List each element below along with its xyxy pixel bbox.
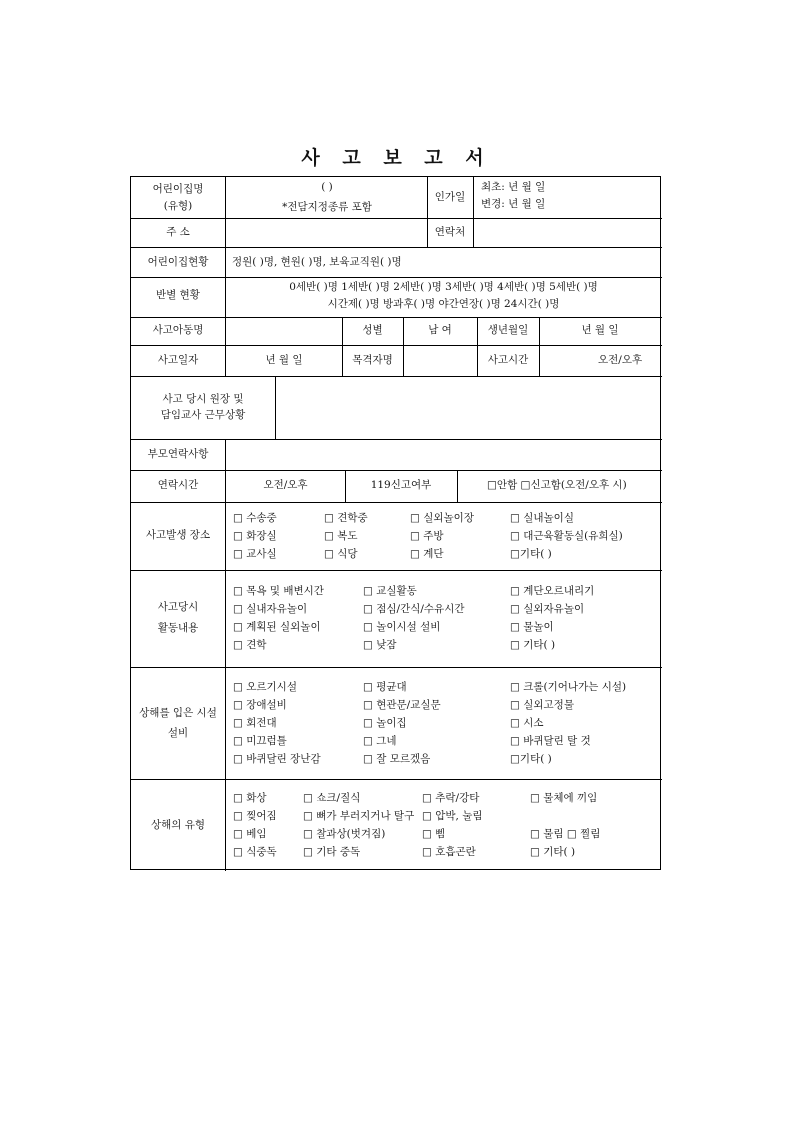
facility-section-label-line-2: 설비 — [167, 727, 189, 739]
center-status-value: 정원( )명, 현원( )명, 보육교직원( )명 — [232, 256, 402, 268]
facility-option[interactable]: □ 오르기시설 — [233, 681, 297, 693]
facility-option[interactable]: □ 바퀴달린 탈 것 — [510, 735, 591, 747]
center-status-label: 어린이집현황 — [147, 256, 209, 268]
birth-value: 년 월 일 — [581, 324, 619, 336]
accident-date-value: 년 월 일 — [265, 354, 303, 366]
facility-option[interactable]: □ 장애설비 — [233, 699, 287, 711]
injury-option[interactable]: □ 쇼크/질식 — [303, 792, 361, 804]
activity-option[interactable]: □ 계획된 실외놀이 — [233, 621, 321, 633]
injury-option[interactable]: □ 기타 중독 — [303, 846, 361, 858]
class-status-label: 반별 현황 — [156, 289, 200, 301]
facility-option[interactable]: □ 시소 — [510, 717, 544, 729]
injury-option[interactable]: □ 삠 — [422, 828, 446, 840]
place-option[interactable]: □ 대근육활동실(유희실) — [510, 530, 623, 542]
place-option[interactable]: □ 계단 — [410, 548, 444, 560]
activity-option[interactable]: □ 놀이시설 설비 — [363, 621, 441, 633]
injury-option[interactable]: □ 식중독 — [233, 846, 277, 858]
place-option[interactable]: □ 수송중 — [233, 512, 277, 524]
activity-option[interactable]: □ 물놀이 — [510, 621, 554, 633]
activity-option[interactable]: □ 목욕 및 배변시간 — [233, 585, 324, 597]
injury-option[interactable]: □ 물체에 끼임 — [530, 792, 598, 804]
injury-option[interactable]: □ 추락/강타 — [422, 792, 480, 804]
license-date-label: 인가일 — [434, 191, 466, 203]
place-option[interactable]: □ 주방 — [410, 530, 444, 542]
activity-option[interactable]: □ 점심/간식/수유시간 — [363, 603, 465, 615]
activity-option[interactable]: □ 기타( ) — [510, 639, 556, 651]
accident-time-label: 사고시간 — [487, 354, 529, 366]
center-type-label: (유형) — [163, 200, 193, 212]
injury-option[interactable]: □ 호흡곤란 — [422, 846, 476, 858]
accident-time-value: 오전/오후 — [598, 354, 643, 366]
place-option[interactable]: □ 식당 — [324, 548, 358, 560]
place-option[interactable]: □ 교사실 — [233, 548, 277, 560]
child-name-label: 사고아동명 — [152, 324, 204, 336]
facility-option[interactable]: □ 놀이집 — [363, 717, 407, 729]
place-option[interactable]: □ 실외놀이장 — [410, 512, 474, 524]
injury-option[interactable]: □ 화상 — [233, 792, 267, 804]
license-changed-date: 변경: 년 월 일 — [481, 198, 546, 210]
activity-option[interactable]: □ 낮잠 — [363, 639, 397, 651]
place-option[interactable]: □기타( ) — [510, 548, 552, 560]
report119-options[interactable]: □안함 □신고함(오전/오후 시) — [487, 479, 627, 491]
injury-option[interactable]: □ 뼈가 부러지거나 탈구 — [303, 810, 415, 822]
injury-option[interactable]: □ 찰과상(벗겨짐) — [303, 828, 386, 840]
injury-section-label: 상해의 유형 — [150, 819, 206, 831]
facility-option[interactable]: □ 바퀴달린 장난감 — [233, 753, 321, 765]
injury-option[interactable]: □ 물림 □ 찔림 — [530, 828, 601, 840]
activity-option[interactable]: □ 계단오르내리기 — [510, 585, 595, 597]
injury-option[interactable]: □ 기타( ) — [530, 846, 576, 858]
activity-option[interactable]: □ 견학 — [233, 639, 267, 651]
accident-date-label: 사고일자 — [157, 354, 199, 366]
address-label: 주 소 — [166, 226, 190, 238]
facility-option[interactable]: □ 그네 — [363, 735, 397, 747]
injury-option[interactable]: □ 압박, 눌림 — [422, 810, 483, 822]
birth-label: 생년월일 — [487, 324, 529, 336]
facility-section-label-line-1: 상해를 입은 시설 — [139, 707, 217, 719]
facility-option[interactable]: □ 잘 모르겠음 — [363, 753, 431, 765]
injury-option[interactable]: □ 찢어짐 — [233, 810, 277, 822]
facility-option[interactable]: □ 평균대 — [363, 681, 407, 693]
page-title: 사 고 보 고 서 — [301, 147, 492, 169]
activity-option[interactable]: □ 실외자유놀이 — [510, 603, 585, 615]
contact-label: 연락처 — [434, 226, 466, 238]
place-option[interactable]: □ 실내놀이실 — [510, 512, 574, 524]
contact-time-value: 오전/오후 — [263, 479, 308, 491]
activity-section-label-line-2: 활동내용 — [157, 622, 199, 634]
duty-label-line-2: 담임교사 근무상황 — [160, 409, 246, 421]
parent-contact-label: 부모연락사항 — [147, 448, 209, 460]
facility-option[interactable]: □ 현관문/교실문 — [363, 699, 441, 711]
activity-option[interactable]: □ 교실활동 — [363, 585, 417, 597]
class-status-line-2: 시간제( )명 방과후( )명 야간연장( )명 24시간( )명 — [327, 298, 560, 310]
facility-option[interactable]: □ 실외고정물 — [510, 699, 574, 711]
center-name-note: *전담지정종류 포함 — [282, 201, 372, 213]
place-option[interactable]: □ 화장실 — [233, 530, 277, 542]
license-initial-date: 최초: 년 월 일 — [481, 181, 546, 193]
center-name-label: 어린이집명 — [152, 183, 204, 195]
place-option[interactable]: □ 복도 — [324, 530, 358, 542]
witness-label: 목격자명 — [352, 354, 393, 366]
report119-label: 119신고여부 — [370, 479, 432, 491]
activity-option[interactable]: □ 실내자유놀이 — [233, 603, 308, 615]
gender-label: 성별 — [362, 324, 383, 336]
facility-option[interactable]: □ 크롤(기어나가는 시설) — [510, 681, 627, 693]
contact-time-label: 연락시간 — [157, 479, 199, 491]
facility-option[interactable]: □기타( ) — [510, 753, 552, 765]
facility-option[interactable]: □ 미끄럼틀 — [233, 735, 287, 747]
injury-option[interactable]: □ 베임 — [233, 828, 267, 840]
facility-option[interactable]: □ 회전대 — [233, 717, 277, 729]
center-name-paren: ( ) — [321, 181, 333, 193]
gender-value: 남 여 — [428, 324, 452, 336]
place-option[interactable]: □ 견학중 — [324, 512, 368, 524]
class-status-line-1: 0세반( )명 1세반( )명 2세반( )명 3세반( )명 4세반( )명 5세반( )명 — [289, 281, 598, 293]
place-section-label: 사고발생 장소 — [145, 529, 211, 541]
duty-label-line-1: 사고 당시 원장 및 — [162, 393, 244, 405]
activity-section-label-line-1: 사고당시 — [157, 601, 199, 613]
